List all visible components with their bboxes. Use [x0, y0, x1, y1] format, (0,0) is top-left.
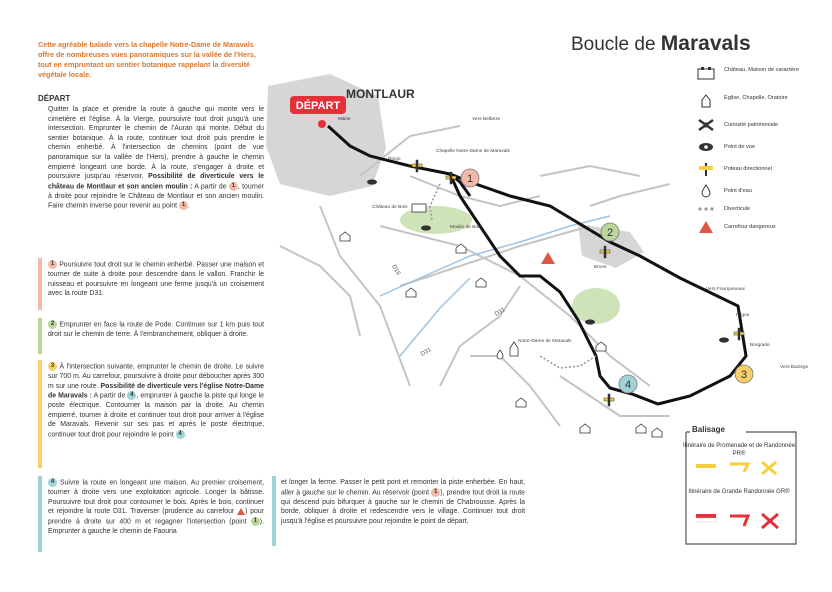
- balisage-gr-label: Itinéraire de Grande Randonnée GR®: [688, 489, 790, 495]
- step-3: [48, 362, 264, 440]
- svg-text:Borgrade: Borgrade: [750, 343, 770, 348]
- step3-variant-title: Possibilité de diverticule vers l'église Notre-Dame de Maravals :: [48, 382, 264, 400]
- step2-bar: [38, 318, 42, 354]
- pr-marks: [694, 460, 786, 476]
- legend-label-viewpoint: Point de vue: [724, 144, 756, 150]
- depart-heading: DÉPART: [38, 94, 71, 103]
- depart-variant-a: A partir de: [194, 183, 227, 191]
- legend-label-signpost: Poteau directionnel: [724, 166, 772, 172]
- svg-text:Moulin de Bois: Moulin de Bois: [450, 225, 482, 230]
- danger-icon: [696, 220, 718, 234]
- page-title: [571, 32, 751, 56]
- wood-zone: [572, 288, 620, 324]
- step-ref-1b: 1: [179, 201, 188, 210]
- step2-number: 2: [48, 320, 57, 329]
- step-4: [48, 478, 264, 536]
- church-icon: [510, 342, 518, 356]
- gr-marks: [694, 512, 786, 530]
- loop-trail: [328, 126, 746, 404]
- legend-item-diverticule: [696, 202, 820, 222]
- diverticule-church: [540, 356, 596, 368]
- svg-text:Ringo: Ringo: [388, 157, 401, 162]
- svg-text:Notre-Dame de Maravals: Notre-Dame de Maravals: [518, 339, 572, 344]
- diverticule-icon: [696, 202, 718, 216]
- step-1: [48, 260, 264, 299]
- svg-text:Bruns: Bruns: [594, 265, 607, 270]
- legend-label-chateau: Château, Maison de caractère: [724, 67, 799, 73]
- svg-text:DÉPART: DÉPART: [295, 100, 341, 112]
- legend-item-viewpoint: [696, 140, 820, 160]
- svg-text:Pilgou: Pilgou: [736, 313, 750, 318]
- svg-text:3: 3: [740, 369, 748, 381]
- depart-variant-title: Possibilité de diverticule vers le château de Montlaur et son ancien moulin :: [48, 173, 264, 191]
- svg-text:D31: D31: [420, 347, 433, 358]
- intro-text: Cette agréable balade vers la chapelle Notre-Dame de Maravals offre de nombreuses vues panoramiques sur la vallée de l'Hers, tout en empruntant un sentier botanique rappelant la diversité végétale locale.: [38, 40, 256, 79]
- step-ref-4b: 4: [176, 430, 185, 439]
- step4-bar-continued: [272, 476, 276, 546]
- marker-3: [735, 365, 753, 383]
- step-ref-1: 1: [229, 182, 238, 191]
- water-icon: [497, 350, 503, 359]
- step3-number: 3: [48, 362, 57, 371]
- svg-text:4: 4: [624, 379, 632, 391]
- title-name: Maravals: [660, 32, 751, 55]
- signpost-icon: [696, 162, 718, 176]
- svg-text:D31: D31: [494, 307, 507, 318]
- depart-text: Quitter la place et prendre la route à gauche qui monte vers le cimetière et l'église. À la Vierge, poursuivre tout droit jusqu'à une intersection. Emprunter le chemin de l'Auran qui monte. Début du sentier botanique. À la route, continuer tout droit puis prendre le chemin enherbé. À l'intersection de chemins (point de vue panoramique sur la vallée de l'Hers), prendre à gauche le chemin empierré longeant une borde. À la route, s'engager à droite et poursuivre jusqu'au réservoir.: [48, 106, 264, 181]
- depart-text-block: [48, 105, 264, 211]
- step1-number: 1: [48, 260, 57, 269]
- step3-variant-a: A partir de: [93, 392, 126, 400]
- step4-text-a: Suivre la route en longeant une maison. Au premier croisement, tourner à droite vers une exploitation agricole. Longer la bâtisse. Poursuivre tout droit pour contourner le bois. Après le bois, continuer et rejoindre la route D31. Traverser (prudence au carrefour: [48, 479, 264, 516]
- depart-variant-b: , tourner à droite pour rejoindre le Château de Montlaur et son ancien moulin. Faire chemin inverse pour revenir au point: [48, 183, 264, 210]
- col3-text-b: ), prendre tout droit la route qui descend puis bifurquer à gauche sur le chemin de Chabrousse. Après la borde, obliquer à droite et redescendre vers le village. Continuer tout droit jusqu'à l'église et poursuivre pour rejoindre le point de départ.: [281, 488, 526, 525]
- legend-item-signpost: [696, 162, 820, 182]
- svg-text:Chapelle Notre-Dame de Maraval: Chapelle Notre-Dame de Maravals: [436, 149, 510, 154]
- balisage-title: Balisage: [692, 425, 725, 434]
- marker-2: [601, 223, 619, 241]
- legend-label-diverticule: Diverticule: [724, 206, 751, 212]
- marker-1: [461, 169, 479, 187]
- legend-item-curiosity: [696, 118, 820, 138]
- water-icon: [696, 184, 718, 198]
- step4-number: 4: [48, 478, 57, 487]
- step-ref-4: 4: [127, 391, 136, 400]
- danger-icon: [237, 508, 245, 515]
- svg-text:Château de Bois: Château de Bois: [372, 205, 408, 210]
- balisage-pr-label: Itinéraire de Promenade et de Randonnée PR®: [682, 443, 796, 457]
- curiosity-icon: [696, 118, 718, 132]
- svg-text:Vers Belbèze: Vers Belbèze: [472, 117, 501, 122]
- depart-variant-end: .: [188, 202, 190, 210]
- step-ref-1c: 1: [431, 488, 440, 497]
- church-icon: [696, 94, 718, 108]
- svg-text:Vers Fourquevaux: Vers Fourquevaux: [706, 287, 745, 292]
- step3-bar: [38, 360, 42, 468]
- chateau-icon: [412, 204, 426, 212]
- svg-text:D16: D16: [390, 264, 401, 277]
- svg-text:1: 1: [466, 173, 474, 185]
- legend-label-church: Église, Chapelle, Oratoire: [724, 95, 788, 101]
- step3-variant-b: , emprunter à gauche la piste qui longe le poste électrique. Contourner la maison par la droite. Au chemin empierré, tourner à droite et continuer tout droit pour arriver à l'église de Maravals. Revenir sur ses pas et après le poste électrique, continuer tout droit pour rejoindre le point: [48, 392, 264, 439]
- road-labels: [390, 264, 507, 358]
- legend-label-water: Point d'eau: [724, 188, 752, 194]
- step1-text: Poursuivre tout droit sur le chemin enherbé. Passer une maison et tourner de suite à droite pour descendre dans le vallon. Franchir le ruisseau et poursuivre en longeant une ferme jusqu'à un croisement avec la route D31.: [48, 261, 265, 298]
- legend-item-chateau: [696, 66, 820, 86]
- marker-4: [619, 375, 637, 393]
- legend-label-danger: Carrefour dangereux: [724, 224, 776, 230]
- svg-text:2: 2: [606, 227, 614, 239]
- chateau-icon: [696, 66, 718, 80]
- svg-text:Vers Baziège: Vers Baziège: [780, 365, 809, 370]
- col3-text-a: et longer la ferme. Passer le petit pont et remonter la piste enherbée. En haut, aller à gauche sur le chemin. Au réservoir (point: [281, 479, 525, 496]
- step4-text-c: ). Emprunter à gauche le chemin de Faouria: [48, 518, 264, 535]
- legend-label-curiosity: Curiosité patrimoniale: [724, 122, 779, 128]
- step3-variant-end: .: [184, 431, 187, 439]
- step4-bar: [38, 476, 42, 552]
- legend-item-church: [696, 94, 820, 114]
- step2-text: Emprunter en face la route de Pode. Continuer sur 1 km puis tout droit sur le chemin de terre. À l'embranchement, obliquer à droite.: [48, 321, 264, 338]
- balisage-panel: [680, 420, 798, 548]
- col3-text: [281, 478, 525, 526]
- step1-bar: [38, 258, 42, 310]
- step3-text: À l'intersection suivante, emprunter le chemin de droite. Le suivre sur 700 m. Au carrefour, poursuivre à droite pour déboucher après 300 m sur une route.: [48, 363, 264, 390]
- step-ref-2: 1: [251, 517, 260, 526]
- step4-text-b: ) pour prendre à droite sur 400 m et regagner l'intersection (point: [48, 508, 264, 526]
- title-prefix: Boucle de: [571, 34, 656, 55]
- mairie-label: Mairie: [338, 116, 351, 121]
- legend-item-water: [696, 184, 820, 204]
- step-2: [48, 320, 264, 340]
- danger-icon: [541, 252, 555, 264]
- village-label: MONTLAUR: [346, 87, 415, 101]
- legend-item-danger: [696, 220, 820, 240]
- viewpoint-icon: [696, 140, 718, 154]
